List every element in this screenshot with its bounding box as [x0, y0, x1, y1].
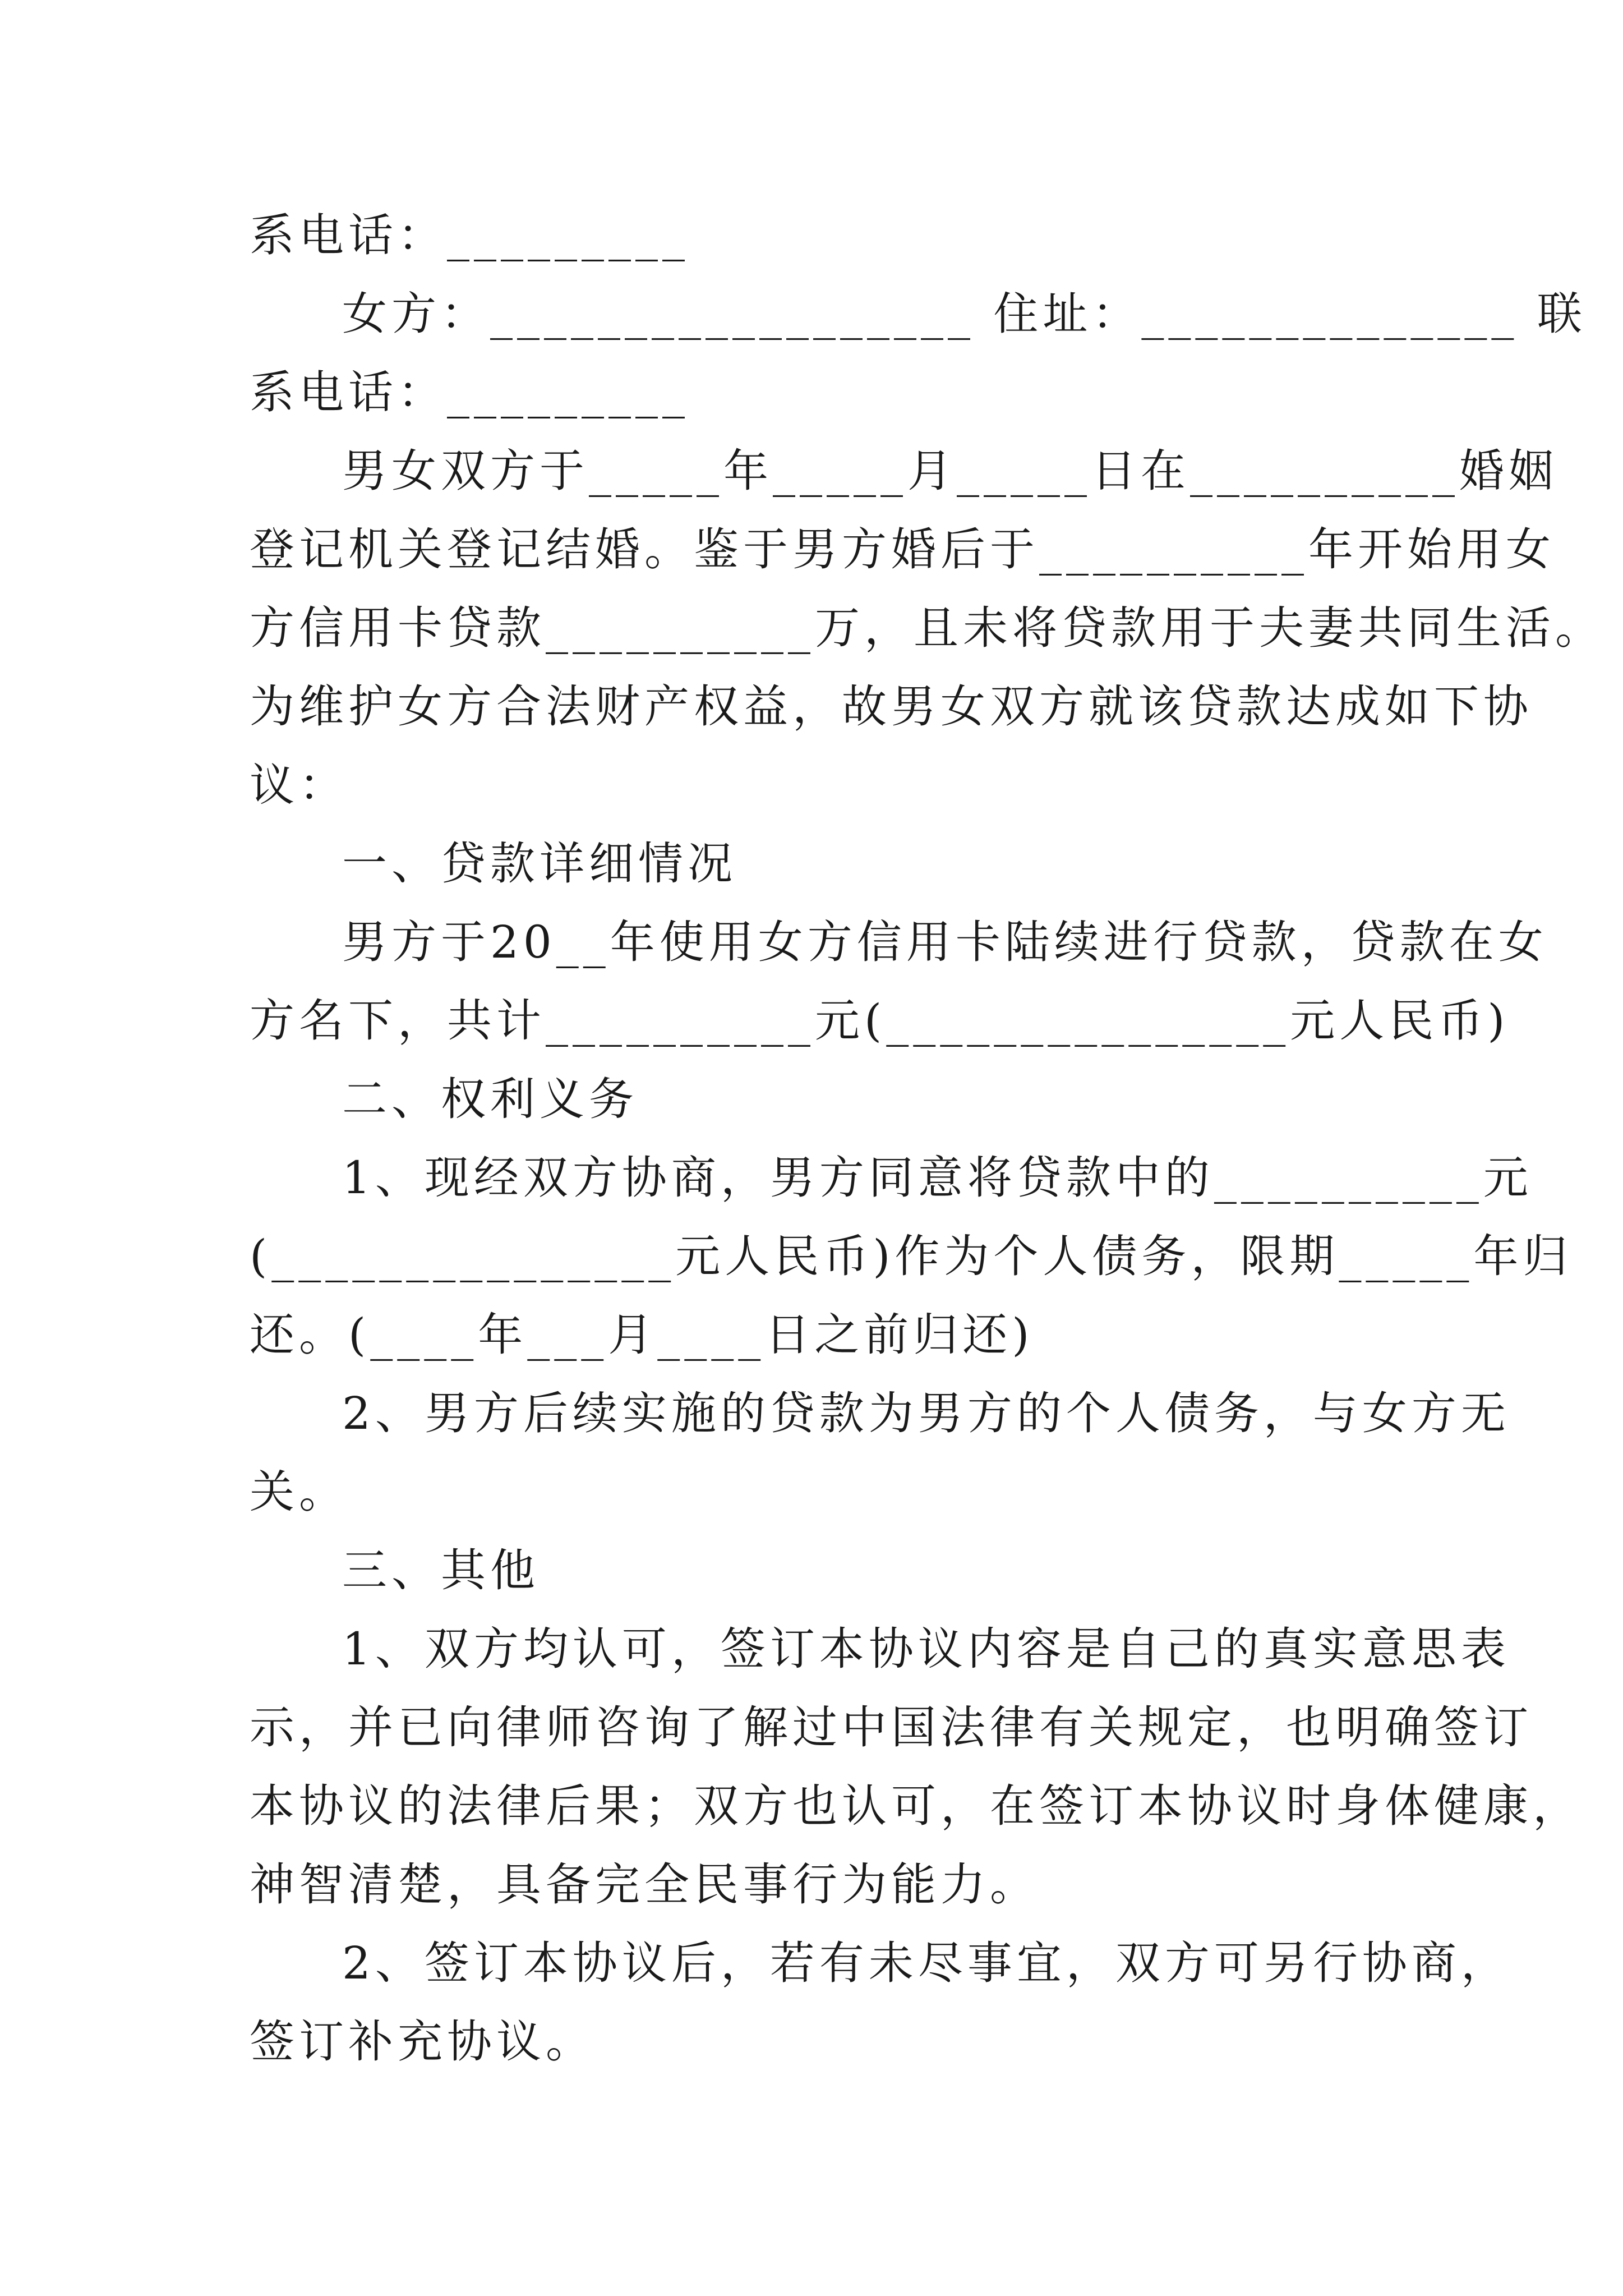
- text-line: 系电话：_________: [250, 366, 689, 418]
- text-line: 2、签订本协议后，若有未尽事宜，双方可另行协商，: [342, 1937, 1510, 1989]
- text-line: 示，并已向律师咨询了解过中国法律有关规定，也明确签订: [250, 1701, 1533, 1754]
- text-line: 1、双方均认可，签订本协议内容是自己的真实意思表: [342, 1623, 1510, 1675]
- text-line: 本协议的法律后果；双方也认可，在签订本协议时身体健康，: [250, 1780, 1582, 1832]
- text-line: 关。: [250, 1466, 348, 1518]
- section-heading: 三、其他: [342, 1544, 540, 1596]
- text-line: 议：: [250, 759, 348, 811]
- text-line: 男女双方于_____年_____月_____日在__________婚姻: [342, 445, 1558, 497]
- text-line: 方名下，共计__________元(_______________元人民币): [250, 995, 1510, 1047]
- section-heading: 一、贷款详细情况: [342, 838, 737, 890]
- text-line: 还。(____年___月____日之前归还): [250, 1309, 1034, 1361]
- text-line: 2、男方后续实施的贷款为男方的个人债务，与女方无: [342, 1387, 1510, 1439]
- text-line: 登记机关登记结婚。鉴于男方婚后于__________年开始用女: [250, 523, 1555, 576]
- text-line: 为维护女方合法财产权益，故男女双方就该贷款达成如下协: [250, 680, 1533, 733]
- text-line: 系电话：_________: [250, 209, 689, 261]
- text-line: 签订补充协议。: [250, 2016, 595, 2068]
- text-line: 1、现经双方协商，男方同意将贷款中的__________元: [342, 1152, 1533, 1204]
- text-line: (_______________元人民币)作为个人债务，限期_____年归: [250, 1230, 1573, 1282]
- section-heading: 二、权利义务: [342, 1073, 638, 1125]
- text-line: 神智清楚，具备完全民事行为能力。: [250, 1858, 1039, 1911]
- text-line: 男方于20__年使用女方信用卡陆续进行贷款，贷款在女: [342, 916, 1548, 968]
- text-line: 女方：__________________ 住址：______________ 联: [342, 288, 1587, 340]
- text-line: 方信用卡贷款__________万，且未将贷款用于夫妻共同生活。: [250, 602, 1604, 654]
